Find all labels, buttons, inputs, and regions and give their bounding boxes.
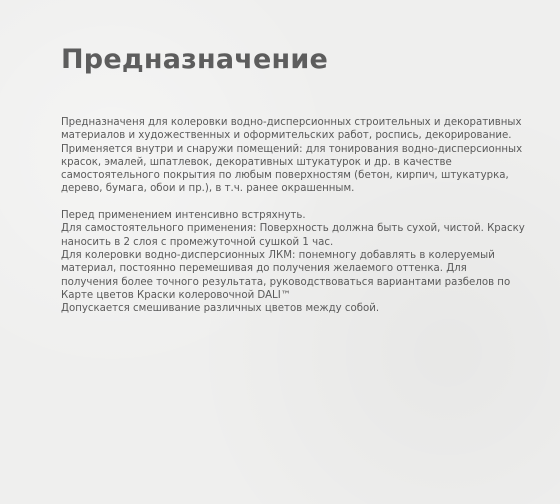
page-title: Предназначение <box>61 44 329 75</box>
usage-line-mixing: Допускается смешивание различных цветов между собой. <box>61 303 380 315</box>
description-paragraph: Предназначеня для колеровки водно-дисперсионных строительных и декоративных материалов и художественных и оформительских работ, роспись, декорирование. Применяется внутри и снаружи помещений: для тонирования водно-дисперсионных красок, эмалей, шпатлевок, декоративных штукатурок и др. в качестве самостоятельного покрытия по любым поверхностям (бетон, кирпич, штукатурка, дерево, бумага, обои и пр.), в т.ч. ранее окрашенным. <box>61 117 523 195</box>
usage-line-shake: Перед применением интенсивно встряхнуть. <box>61 210 306 222</box>
paragraph-spacer <box>61 196 520 209</box>
usage-line-tinting: Для колеровки водно-дисперсионных ЛКМ: понемногу добавлять в колеруемый материал, постоянно перемешивая до получения желаемого оттенка. Для получения более точного результата, руководствоваться вариантами разбелов по Карте цветов Краски колеровочной DALI™ <box>61 249 511 301</box>
usage-line-standalone: Для самостоятельного применения: Поверхность должна быть сухой, чистой. Краску наносить в 2 слоя с промежуточной сушкой 1 час. <box>61 223 525 248</box>
